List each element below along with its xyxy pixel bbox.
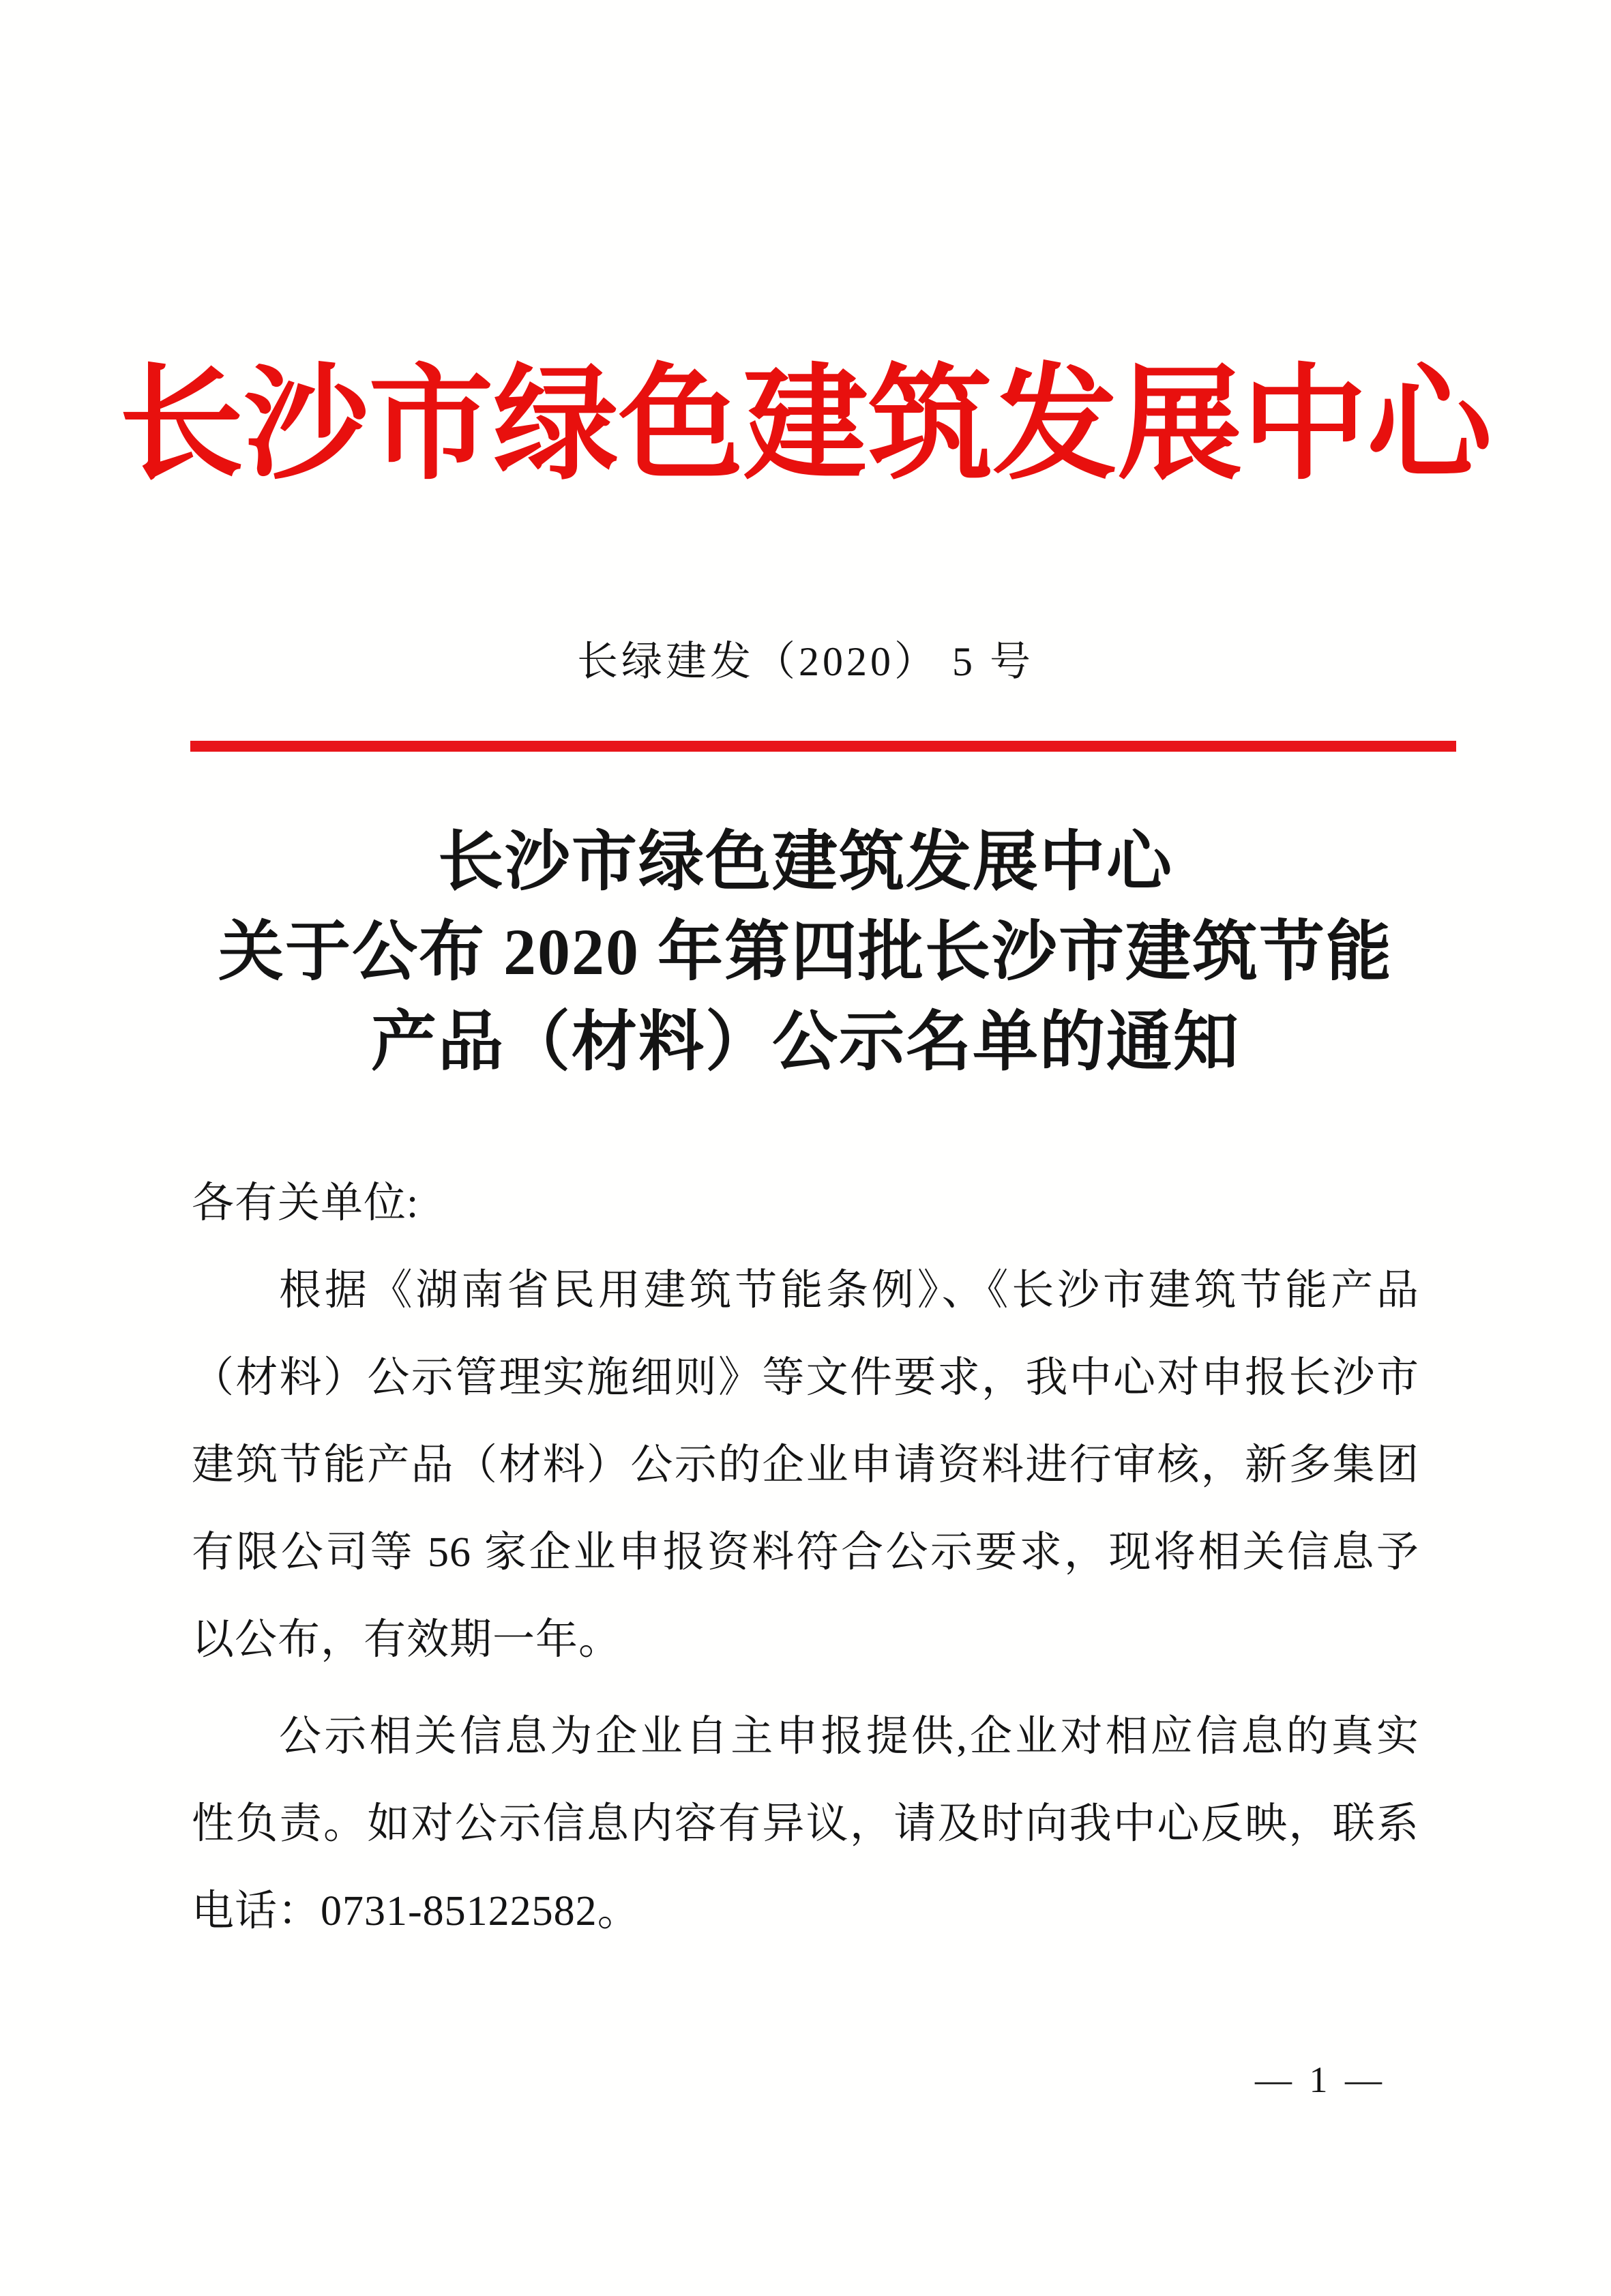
- page-number: — 1 —: [1255, 2059, 1386, 2100]
- body-line: 性负责。如对公示信息内容有异议，请及时向我中心反映，联系: [192, 1801, 1419, 1847]
- document-title-line-2: 关于公布 2020 年第四批长沙市建筑节能: [218, 915, 1393, 988]
- body-line: 根据《湖南省民用建筑节能条例》、《长沙市建筑节能产品: [279, 1267, 1419, 1314]
- body-line: 公示相关信息为企业自主申报提供,企业对相应信息的真实: [279, 1713, 1419, 1760]
- red-divider-rule: [190, 741, 1456, 752]
- salutation-line: 各有关单位:: [192, 1180, 419, 1226]
- document-title-line-3: 产品（材料）公示名单的通知: [371, 1005, 1240, 1078]
- document-reference-number: 长绿建发（2020） 5 号: [577, 639, 1034, 684]
- document-body: [192, 1160, 1419, 1955]
- agency-letterhead-title: 长沙市绿色建筑发展中心: [119, 356, 1492, 495]
- body-line: 有限公司等 56 家企业申报资料符合公示要求，现将相关信息予: [192, 1529, 1419, 1576]
- body-line: 建筑节能产品（材料）公示的企业申请资料进行审核，新多集团: [192, 1442, 1419, 1488]
- document-title: [0, 817, 1611, 1087]
- body-line: （材料）公示管理实施细则》等文件要求，我中心对申报长沙市: [192, 1355, 1419, 1401]
- body-line: 以公布，有效期一年。: [192, 1617, 622, 1663]
- document-title-line-1: 长沙市绿色建筑发展中心: [438, 825, 1173, 898]
- body-line: 电话：0731-85122582。: [192, 1888, 640, 1934]
